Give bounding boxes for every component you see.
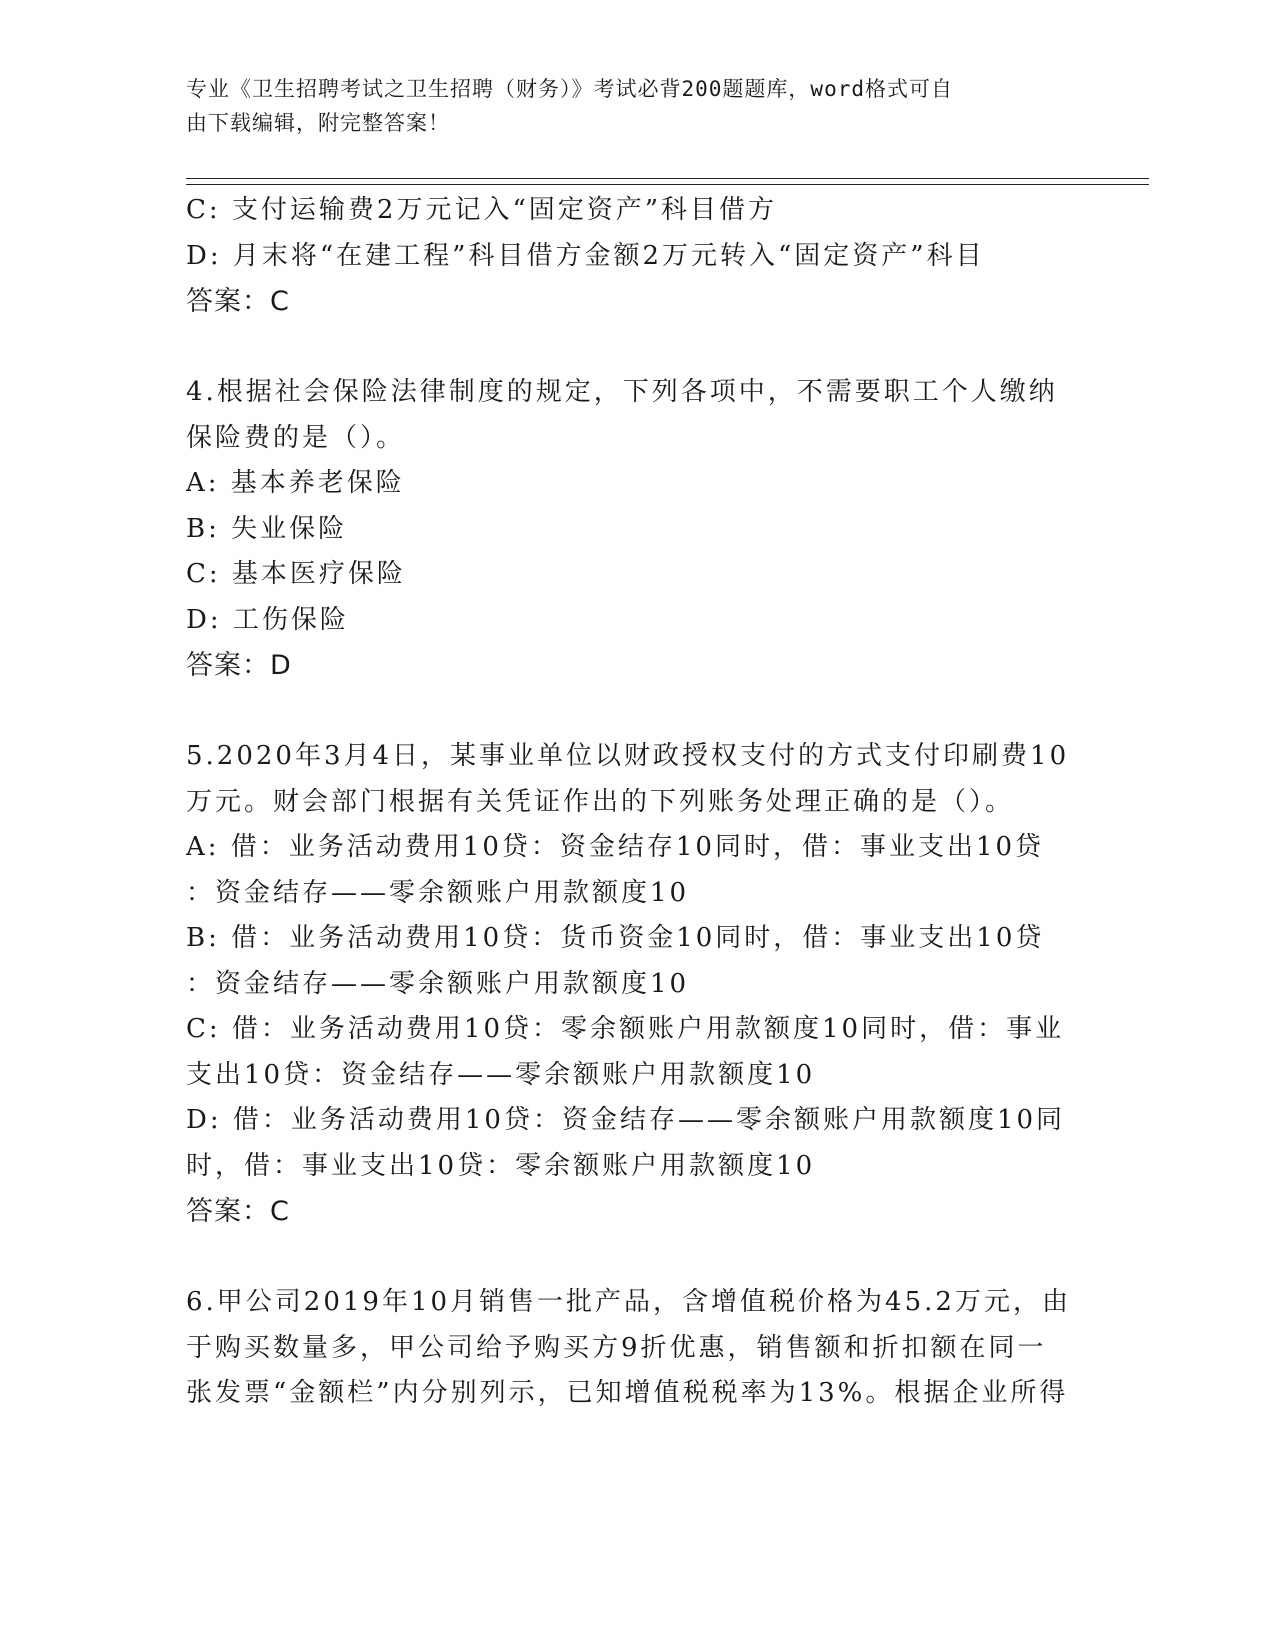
answer: 答案：C [186,1196,290,1227]
option-b: B: 借：业务活动费用10贷：货币资金10同时，借：事业支出10贷 [186,923,1045,953]
option-c: C: 基本医疗保险 [186,559,406,589]
question-stem: 万元。财会部门根据有关凭证作出的下列账务处理正确的是（）。 [186,786,1015,817]
header-title-line-2: 由下载编辑，附完整答案！ [186,111,450,135]
option-a: A: 借：业务活动费用10贷：资金结存10同时，借：事业支出10贷 [186,832,1045,862]
option-c: C: 支付运输费2万元记入“固定资产”科目借方 [186,195,778,225]
question-stem: 于购买数量多，甲公司给予购买方9折优惠，销售额和折扣额在同一 [186,1332,1047,1363]
document-header [186,72,1066,140]
header-title-line-1: 专业《卫生招聘考试之卫生招聘（财务）》考试必背200题题库，word格式可自 [186,77,953,101]
option-d: D: 月末将“在建工程”科目借方金额2万元转入“固定资产”科目 [186,240,985,271]
question-3-block [186,188,1086,325]
option-a-continued: ：资金结存——零余额账户用款额度10 [186,877,690,908]
question-stem: 张发票“金额栏”内分别列示，已知增值税税率为13%。根据企业所得 [186,1378,1069,1408]
option-b-continued: ：资金结存——零余额账户用款额度10 [186,968,690,999]
header-divider-bottom [186,184,1149,185]
question-5-block [186,734,1086,1235]
question-4-block [186,370,1086,689]
question-6-block [186,1280,1086,1417]
answer: 答案：D [186,650,292,681]
option-c: C: 借：业务活动费用10贷：零余额账户用款额度10同时，借：事业 [186,1014,1065,1044]
spacer [186,689,1086,735]
question-stem: 保险费的是（）。 [186,422,406,453]
question-stem: 6.甲公司2019年10月销售一批产品，含增值税价格为45.2万元，由 [186,1287,1071,1317]
option-d: D: 工伤保险 [186,604,349,635]
option-d: D: 借：业务活动费用10贷：资金结存——零余额账户用款额度10同 [186,1105,1066,1135]
spacer [186,1235,1086,1281]
option-b: B: 失业保险 [186,513,348,544]
option-a: A: 基本养老保险 [186,468,405,498]
document-body [186,188,1086,1417]
question-stem: 5.2020年3月4日，某事业单位以财政授权支付的方式支付印刷费10 [186,741,1070,771]
spacer [186,325,1086,371]
header-divider-top [186,178,1149,179]
question-stem: 4.根据社会保险法律制度的规定，下列各项中，不需要职工个人缴纳 [186,377,1058,407]
option-c-continued: 支出10贷：资金结存——零余额账户用款额度10 [186,1059,816,1090]
option-d-continued: 时，借：事业支出10贷：零余额账户用款额度10 [186,1150,816,1181]
answer: 答案：C [186,286,290,317]
